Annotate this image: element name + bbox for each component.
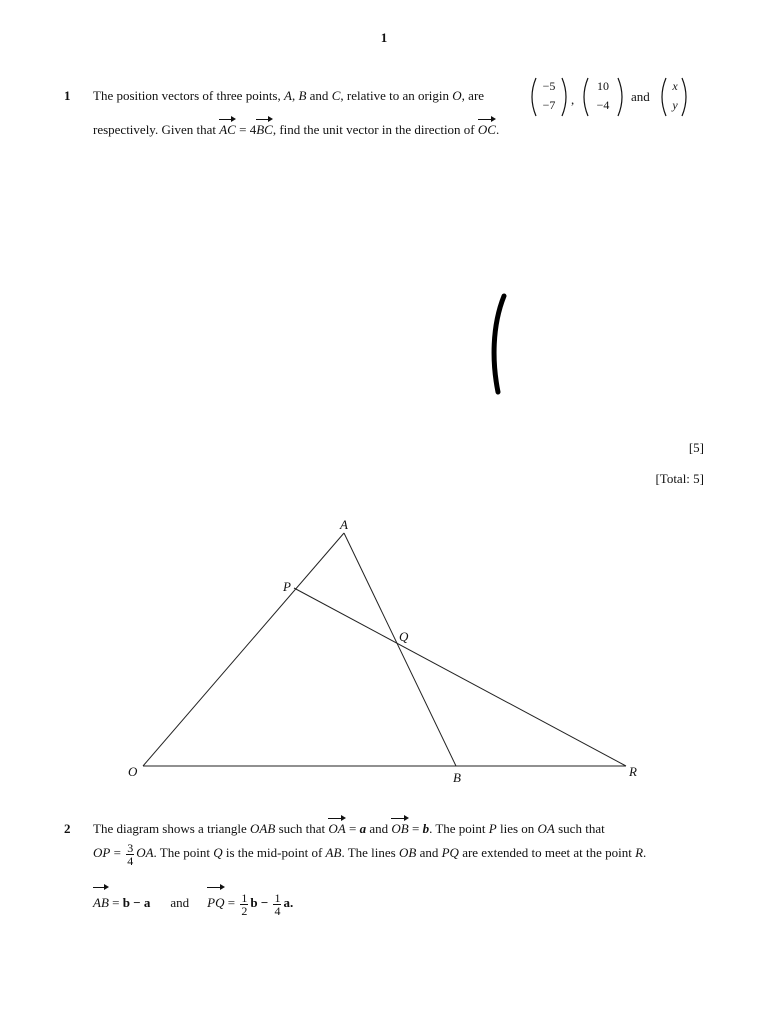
segment-ab-label: AB [325,845,342,860]
vector-bc: BC [256,122,273,137]
fraction-one-quarter [273,892,281,917]
q2-text: = [110,845,125,860]
q2-text: and [366,821,392,836]
question-2-line-3 [93,890,293,917]
segment-op-label: OP [93,845,111,860]
q1-text: and [306,88,332,103]
q1-text: , find the unit vector in the direction of [272,122,478,137]
fraction-numerator: 3 [127,840,134,855]
vector-pq-expression-end: a. [283,895,294,910]
fraction-denominator: 2 [241,903,248,918]
label-b: B [453,770,461,785]
fraction-three-quarters [126,842,134,867]
point-a-label: A [284,88,292,103]
q2-text: . [643,845,647,860]
page-number: 1 [380,30,388,45]
point-b-label: B [298,88,307,103]
q2-text: and [170,895,190,910]
q2-text: are extended to meet at the point [458,845,636,860]
q2-text: The diagram shows a triangle [93,821,251,836]
label-o: O [128,764,138,779]
question-1-marks: [5] [688,440,704,455]
fraction-numerator: 1 [241,890,248,905]
vector-a-top: −5 [542,79,556,93]
question-1-total: [Total: 5] [655,471,704,486]
q2-text: and [416,845,442,860]
segment-oa-label: OA [136,845,154,860]
q2-text: = [345,821,360,836]
point-p-label: P [488,821,497,836]
label-r: R [629,764,637,779]
vector-pq: PQ [207,890,224,916]
q2-text: = [224,895,239,910]
fraction-denominator: 4 [274,903,281,918]
vector-a-symbol: a [359,821,367,836]
vector-oc: OC [477,122,496,137]
segment-oa-label: OA [537,821,555,836]
q2-text: . The point [153,845,214,860]
vector-ab: AB [93,890,109,916]
question-2-number: 2 [64,821,71,836]
label-q: Q [399,629,409,644]
q2-text: . The point [429,821,489,836]
question-2-line-1 [93,821,605,837]
vector-oa: OA [328,821,346,836]
question-1-line-1 [93,88,484,104]
vector-pq-expression: b − [250,895,272,910]
q2-text: = [408,821,423,836]
q1-text: , relative to an origin [340,88,453,103]
triangle-oab-label: OAB [250,821,276,836]
fraction-denominator: 4 [127,853,134,868]
line-ob-label: OB [398,845,417,860]
q1-text: The position vectors of three points, [93,88,284,103]
q2-text: lies on [496,821,538,836]
q2-text: . The lines [341,845,399,860]
point-q-label: Q [213,845,223,860]
vector-b-bottom: −4 [596,98,610,112]
vector-b-symbol: b [422,821,430,836]
point-r-label: R [635,845,644,860]
label-a: A [340,517,348,532]
origin-label: O [452,88,462,103]
q2-text: = [108,895,123,910]
fraction-one-half [240,892,248,917]
vector-c-bottom: y [672,98,678,112]
vector-c-top: x [672,79,678,93]
q1-text: . [495,122,500,137]
point-c-label: C [331,88,341,103]
q2-text: such that [275,821,329,836]
q1-text: , are [461,88,485,103]
vector-ac: AC [219,122,236,137]
question-1-number: 1 [64,88,71,103]
line-pq-label: PQ [441,845,459,860]
vector-ab-expression: b − a [122,895,151,910]
and-word: and [631,89,650,104]
question-2-line-2 [93,840,646,867]
fraction-numerator: 1 [274,890,281,905]
vector-comma: , [571,92,575,107]
q2-text: is the mid-point of [222,845,326,860]
vector-ob: OB [391,821,409,836]
q1-text: respectively. Given that [93,122,220,137]
q2-text: such that [554,821,605,836]
triangle-diagram [116,510,676,790]
question-1-line-2 [93,122,499,138]
vector-a-bottom: −7 [542,98,556,112]
label-p: P [283,579,291,594]
handwritten-bracket-mark [486,292,510,396]
q1-text: , [291,88,299,103]
vector-b-top: 10 [597,79,609,93]
q1-text: = 4 [235,122,257,137]
